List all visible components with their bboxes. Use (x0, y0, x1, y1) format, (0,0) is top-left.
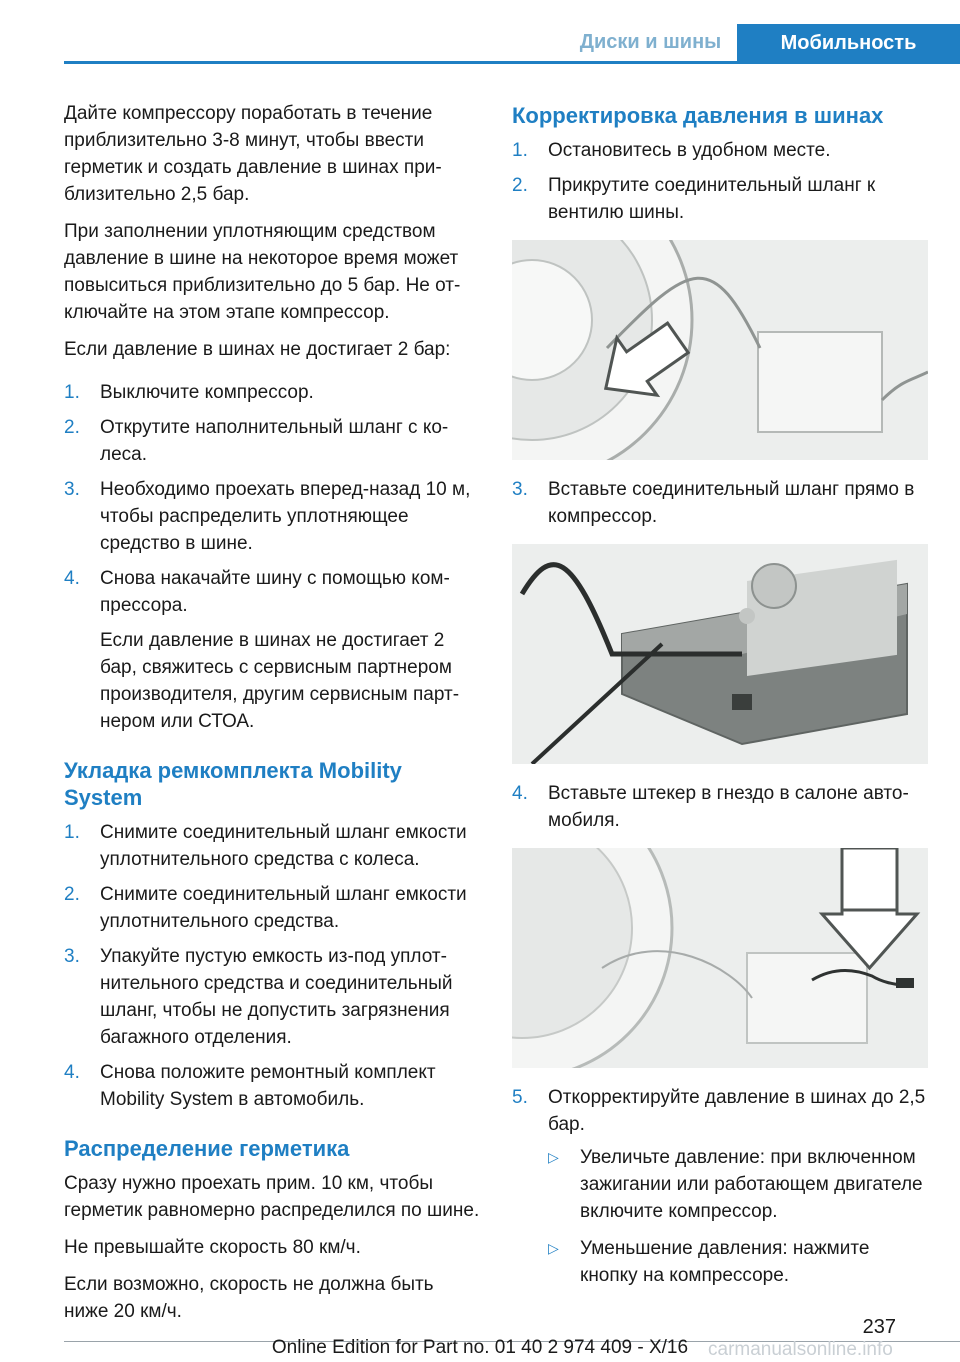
paragraph: При заполнении уплотняющим средством давление в шине на некоторое время может повыситься приблизительно до 5 бар. Не отключайте на этом этапе компрессор. (64, 221, 461, 323)
step-number: 1. (64, 822, 80, 843)
list-item (64, 881, 480, 935)
bullet-list (548, 1144, 930, 1289)
paragraph: Если давление в шинах не достигает 2 бар: (64, 339, 451, 360)
list-item (64, 1059, 480, 1113)
step-number: 5. (512, 1087, 528, 1108)
step-text: Остановитесь в удобном месте. (548, 140, 831, 161)
step-text: Вставьте штекер в гнездо в салоне автомобиля. (548, 783, 909, 831)
list-item (64, 379, 480, 406)
step-text: Снимите соединительный шланг емкости уплотнительного средства. (100, 884, 467, 932)
list-item (64, 476, 480, 557)
steps-list-correction (512, 137, 930, 226)
list-item (512, 780, 930, 834)
step-number: 4. (64, 1062, 80, 1083)
step-number: 3. (64, 479, 80, 500)
list-item (512, 172, 930, 226)
step-text: Вставьте соединительный шланг прямо в компрессор. (548, 479, 915, 527)
step-text: Снова положите ремонтный комплект Mobility System в автомобиль. (100, 1062, 436, 1110)
list-item (64, 943, 480, 1051)
step-text: Откорректируйте давление в шинах до 2,5 бар. (548, 1087, 926, 1135)
paragraph: Если возможно, скорость не должна быть ниже 20 км/ч. (64, 1274, 434, 1322)
list-item (64, 565, 480, 735)
illustration-compressor (512, 544, 928, 764)
list-item (512, 137, 930, 164)
step-number: 2. (64, 884, 80, 905)
figure-hose-to-valve (512, 240, 928, 460)
list-item (548, 1235, 930, 1289)
list-item (512, 476, 930, 530)
page-header (0, 0, 960, 64)
paragraph: Дайте компрессору поработать в течение приблизительно 3-8 минут, чтобы ввести герметик и создать давление в шинах приблизительно 2,5 бар. (64, 103, 442, 205)
page-number: 237 (862, 1316, 896, 1338)
step-text: Снова накачайте шину с помощью компрессора. (100, 568, 450, 616)
section-title-sealant-distribution: Распределение герметика (64, 1136, 350, 1161)
step-number: 4. (64, 568, 80, 589)
step-number: 1. (64, 382, 80, 403)
section-title-stowing-kit: Укладка ремкомплекта Mobility System (64, 758, 402, 810)
figure-hose-to-compressor (512, 544, 928, 764)
step-text: Необходимо проехать вперед-назад 10 м, чтобы распределить уплотняющее средство в шине. (100, 479, 471, 554)
step-number: 2. (64, 417, 80, 438)
bullet-text: Увеличьте давление: при включенном зажигании или работающем двигателе включите компрессор. (580, 1147, 923, 1222)
step-number: 4. (512, 783, 528, 804)
triangle-bullet-icon: ▷ (548, 1149, 559, 1165)
paragraph: Не превышайте скорость 80 км/ч. (64, 1237, 361, 1258)
edition-line: Online Edition for Part no. 01 40 2 974 409 - X/16 (271, 1337, 689, 1358)
steps-list-correction-cont (512, 476, 930, 530)
left-column (64, 100, 480, 1335)
step-note: Если давление в шинах не достигает 2 бар, свяжитесь с сервисным партнером производителя, другим сервисным партнером или СТОА. (100, 630, 460, 732)
tab-wheels-tires[interactable]: Диски и шины (579, 31, 722, 53)
step-text: Выключите компрессор. (100, 382, 314, 403)
steps-list-pressure-low (64, 379, 480, 735)
step-text: Прикрутите соединительный шланг к вентилю шины. (548, 175, 876, 223)
step-text: Открутите наполнительный шланг с колеса. (100, 417, 449, 465)
tab-mobility[interactable]: Мобильность (737, 24, 960, 62)
step-number: 1. (512, 140, 528, 161)
header-rule (64, 61, 960, 64)
illustration-wheel-valve (512, 240, 928, 460)
step-number: 2. (512, 175, 528, 196)
right-column (512, 100, 930, 1301)
steps-list-correction-cont3 (512, 1084, 930, 1289)
steps-list-stowing (64, 819, 480, 1113)
triangle-bullet-icon: ▷ (548, 1240, 559, 1256)
watermark: carmanualsonline.info (708, 1339, 893, 1360)
list-item (64, 414, 480, 468)
step-text: Снимите соединительный шланг емкости уплотнительного средства с колеса. (100, 822, 467, 870)
section-title-pressure-correction: Корректировка давления в шинах (512, 103, 884, 128)
list-item (64, 819, 480, 873)
figure-plug-to-socket (512, 848, 928, 1068)
illustration-wheel-compressor-plug (512, 848, 928, 1068)
list-item (512, 1084, 930, 1289)
step-number: 3. (512, 479, 528, 500)
step-text: Упакуйте пустую емкость из-под уплотнительного средства и соединительный шланг, чтобы не допустить загрязнения багажного отделения. (100, 946, 453, 1048)
list-item (548, 1144, 930, 1225)
paragraph: Сразу нужно проехать прим. 10 км, чтобы герметик равномерно распределился по шине. (64, 1173, 480, 1221)
steps-list-correction-cont2 (512, 780, 930, 834)
bullet-text: Уменьшение давления: нажмите кнопку на компрессоре. (580, 1238, 870, 1286)
step-number: 3. (64, 946, 80, 967)
